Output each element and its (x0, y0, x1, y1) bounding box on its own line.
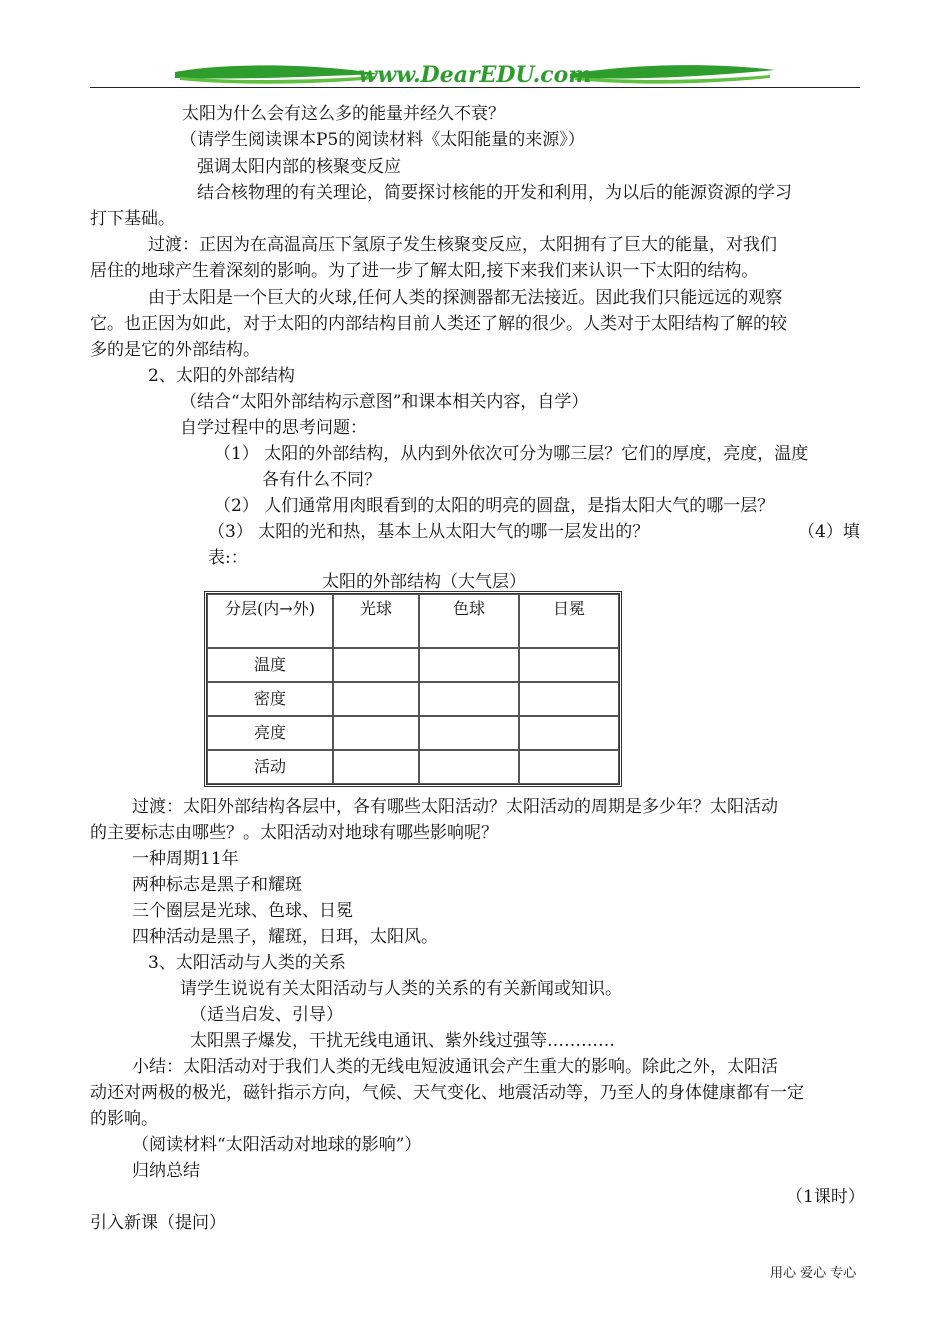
header-rule (90, 87, 860, 88)
question-line: （4）填 (798, 522, 860, 542)
paragraph-line: 的影响。 (90, 1109, 158, 1129)
paragraph-line: （阅读材料“太阳活动对地球的影响”） (132, 1135, 422, 1155)
paragraph-line: （结合“太阳外部结构示意图”和课本相关内容，自学） (180, 392, 589, 412)
paragraph-line: （适当启发、引导） (190, 1005, 343, 1025)
paragraph-line: 的主要标志由哪些？。太阳活动对地球有哪些影响呢？ (90, 823, 498, 843)
paragraph-line: （请学生阅读课本P5的阅读材料《太阳能量的来源》） (180, 130, 585, 150)
empty-cell (419, 648, 519, 682)
question-line: 表:： (208, 548, 248, 568)
table-caption: 太阳的外部结构（大气层） (322, 572, 526, 592)
sun-structure-table (204, 591, 622, 787)
table-row (207, 716, 619, 750)
question-line: （2） 人们通常用肉眼看到的太阳的明亮的圆盘，是指太阳大气的哪一层？ (214, 496, 775, 516)
paragraph-line: 强调太阳内部的核聚变反应 (197, 157, 401, 177)
question-line: （1） 太阳的外部结构，从内到外依次可分为哪三层？它们的厚度，亮度，温度 (214, 444, 809, 464)
empty-cell (519, 648, 619, 682)
empty-cell (333, 750, 419, 784)
row-label: 密度 (207, 682, 333, 716)
table-row (207, 682, 619, 716)
logo-text: www.DearEDU.com (358, 62, 592, 88)
empty-cell (419, 750, 519, 784)
table-row (207, 648, 619, 682)
empty-cell (419, 716, 519, 750)
key-point: 三个圈层是光球、色球、日冕 (132, 901, 353, 921)
empty-cell (333, 716, 419, 750)
section-heading: 3、太阳活动与人类的关系 (148, 953, 346, 973)
section-heading: 2、太阳的外部结构 (148, 366, 295, 386)
dearedu-logo (170, 58, 780, 90)
paragraph-line: 动还对两极的极光，磁针指示方向，气候、天气变化、地震活动等，乃至人的身体健康都有一定 (90, 1083, 804, 1103)
table-row (207, 750, 619, 784)
row-label: 亮度 (207, 716, 333, 750)
key-point: 四种活动是黑子，耀斑，日珥，太阳风。 (132, 927, 438, 947)
paragraph-line: 引入新课（提问） (90, 1213, 226, 1233)
paragraph-line: 多的是它的外部结构。 (90, 340, 260, 360)
empty-cell (519, 682, 619, 716)
header-cell: 日冕 (519, 594, 619, 648)
question-line: （3） 太阳的光和热，基本上从太阳大气的哪一层发出的？ (208, 522, 650, 542)
empty-cell (333, 682, 419, 716)
paragraph-line: 自学过程中的思考问题： (180, 418, 367, 438)
paragraph-line: 过渡：正因为在高温高压下氢原子发生核聚变反应，太阳拥有了巨大的能量，对我们 (148, 235, 777, 255)
paragraph-line: 太阳为什么会有这么多的能量并经久不衰？ (182, 104, 505, 124)
header-cell: 光球 (333, 594, 419, 648)
footer-motto: 用心 爱心 专心 (770, 1266, 857, 1281)
paragraph-line: 它。也正因为如此，对于太阳的内部结构目前人类还了解的很少。人类对于太阳结构了解的较 (90, 314, 787, 334)
paragraph-line: 居住的地球产生着深刻的影响。为了进一步了解太阳,接下来我们来认识一下太阳的结构。 (90, 261, 759, 281)
paragraph-line: 由于太阳是一个巨大的火球,任何人类的探测器都无法接近。因此我们只能远远的观察 (148, 288, 783, 308)
paragraph-line: 太阳黑子爆发，干扰无线电通讯、紫外线过强等………… (190, 1031, 615, 1051)
header-cell: 分层(内→外) (207, 594, 333, 648)
paragraph-line: 小结：太阳活动对于我们人类的无线电短波通讯会产生重大的影响。除此之外，太阳活 (132, 1057, 778, 1077)
row-label: 活动 (207, 750, 333, 784)
paragraph-line: 归纳总结 (132, 1161, 200, 1181)
paragraph-line: 过渡：太阳外部结构各层中，各有哪些太阳活动？太阳活动的周期是多少年？太阳活动 (132, 797, 778, 817)
paragraph-line: 结合核物理的有关理论，简要探讨核能的开发和利用，为以后的能源资源的学习 (197, 183, 792, 203)
empty-cell (419, 682, 519, 716)
paragraph-line: 请学生说说有关太阳活动与人类的关系的有关新闻或知识。 (180, 979, 622, 999)
key-point: 一种周期11年 (132, 849, 239, 869)
empty-cell (519, 750, 619, 784)
table-header-row (207, 594, 619, 648)
header-cell: 色球 (419, 594, 519, 648)
lesson-period: （1课时） (786, 1187, 865, 1207)
key-point: 两种标志是黑子和耀斑 (132, 875, 302, 895)
empty-cell (519, 716, 619, 750)
row-label: 温度 (207, 648, 333, 682)
question-line: 各有什么不同？ (262, 470, 381, 490)
paragraph-line: 打下基础。 (90, 209, 175, 229)
empty-cell (333, 648, 419, 682)
